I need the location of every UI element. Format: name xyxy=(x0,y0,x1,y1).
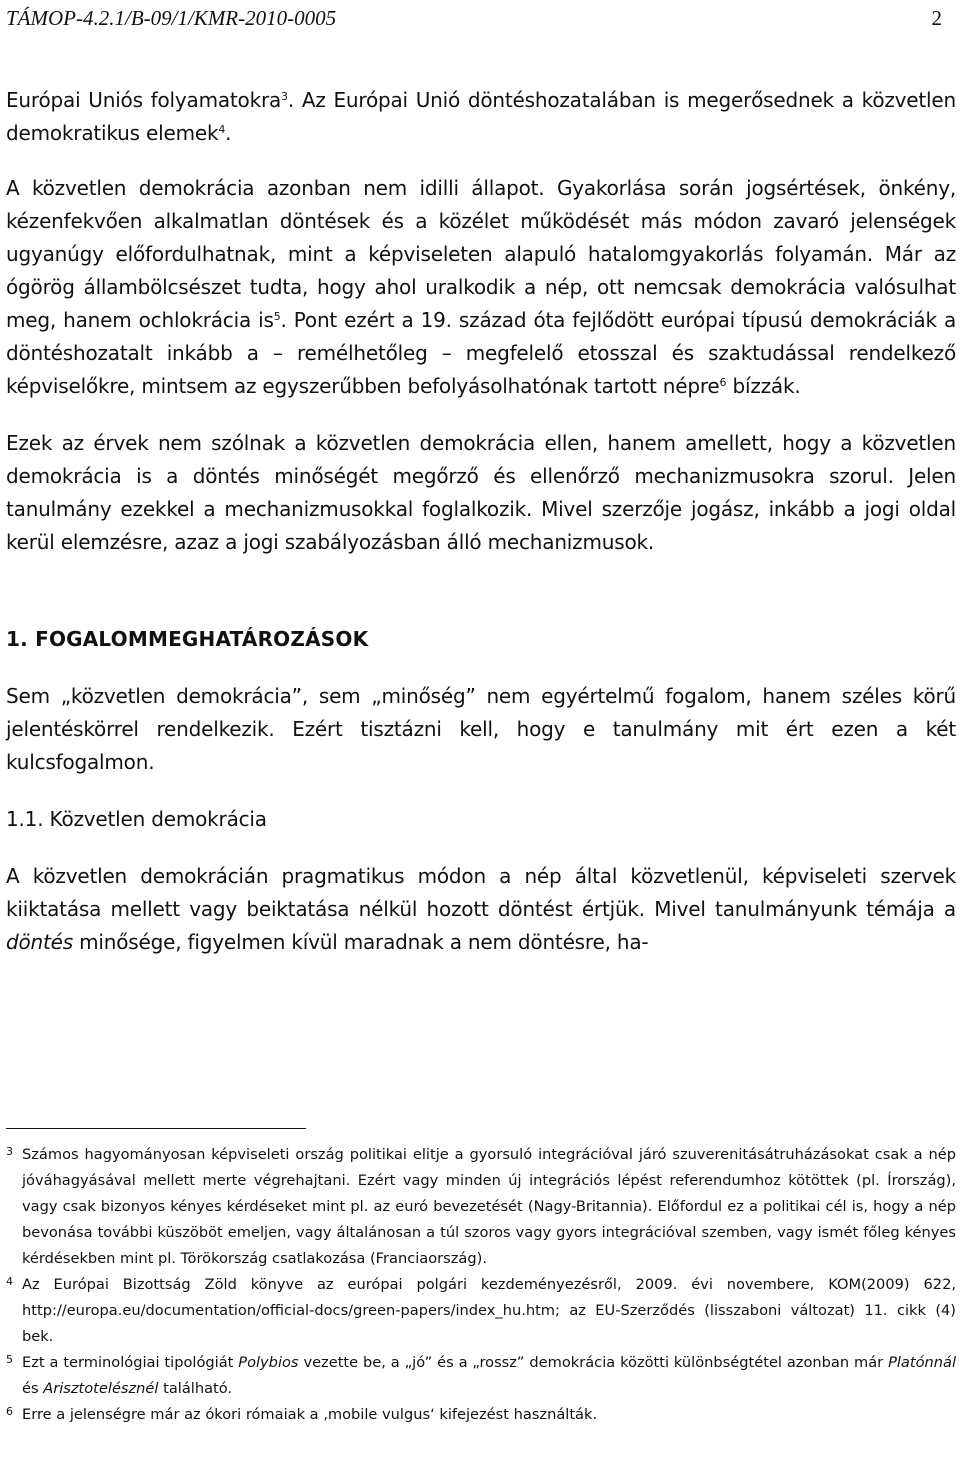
footnote-separator xyxy=(6,1128,306,1129)
emphasis-text: Arisztotelésznél xyxy=(43,1380,159,1397)
footnote-ref[interactable]: 3 xyxy=(281,90,288,103)
emphasis-text: Polybios xyxy=(238,1354,299,1371)
paragraph-direct-democracy-issues xyxy=(6,172,956,403)
body-text xyxy=(6,84,956,959)
footnote-4 xyxy=(6,1272,956,1350)
section-heading: 1. FOGALOMMEGHATÁROZÁSOK xyxy=(6,627,369,651)
subsection-heading: 1.1. Közvetlen demokrácia xyxy=(6,807,267,831)
footnote-text: és xyxy=(22,1380,44,1397)
paragraph-arguments: Ezek az érvek nem szólnak a közvetlen demokrácia ellen, hanem amellett, hogy a közvetlen demokrácia is a döntés minőségét megőrző és ellenőrző mechanizmusokra szorul. Jelen tanulmány ezekkel a mechanizmusokkal foglalkozik. Mivel szerzője jogász, inkább a jogi oldal kerül elemzésre, azaz a jogi szabályozásban álló mechanizmusok. xyxy=(6,431,956,554)
footnote-text: Ezt a terminológiai tipológiát xyxy=(22,1354,239,1371)
footnotes xyxy=(6,1142,956,1428)
text-segment: A közvetlen demokrácia azonban nem idilli állapot. Gyakorlása során jogsértések, önkény, kézenfekvően alkalmatlan döntések és a közélet működését más módon zavaró jelenségek ugyanúgy előfordulhatnak, mint a képviseleten alapuló hatalomgyakorlás folyamán. Már az ógörög állambölcsészet tudta, hogy ahol uralkodik a nép, ott nemcsak demokrácia valósulhat meg, hanem ochlokrácia is xyxy=(6,176,956,332)
paragraph-direct-democracy-definition xyxy=(6,860,956,959)
footnote-text: Erre a jelenségre már az ókori rómaiak a ‚mobile vulgus‘ kifejezést használták. xyxy=(22,1406,598,1423)
footnote-ref[interactable]: 6 xyxy=(719,376,727,389)
text-segment: . Pont ezért a 19. század óta fejlődött európai típusú demokráciák a döntéshozatalt inkább a – remélhetőleg – megfelelő etosszal és szaktudással rendelkező képviselőkre, mintsem az egyszerűbben befolyásolhatónak tartott népre xyxy=(6,308,957,398)
footnote-ref[interactable]: 4 xyxy=(218,123,226,136)
footnote-3 xyxy=(6,1142,956,1272)
footnote-text: található. xyxy=(158,1380,233,1397)
emphasis-text: döntés xyxy=(6,930,73,954)
text-segment: A közvetlen demokrácián pragmatikus módon a nép által közvetlenül, képviseleti szervek kiiktatása mellett vagy beiktatása nélkül hozott döntést értjük. Mivel tanulmányunk témája a xyxy=(6,864,956,921)
text-segment: . Az Európai Unió döntéshozatalában is megerősednek a közvetlen demokratikus elemek xyxy=(6,88,956,145)
emphasis-text: Platónnál xyxy=(888,1354,957,1371)
footnote-ref[interactable]: 5 xyxy=(273,310,281,323)
footnote-number: 5 xyxy=(6,1353,13,1366)
page-header xyxy=(6,6,942,34)
footnote-5 xyxy=(6,1350,956,1402)
footnote-6 xyxy=(6,1402,956,1428)
footnote-number: 3 xyxy=(6,1145,13,1158)
text-segment: minősége, figyelmen kívül maradnak a nem döntésre, ha- xyxy=(72,930,649,954)
footnote-text: vezette be, a „jó” és a „rossz” demokrácia közötti különbségtétel azonban már xyxy=(298,1354,889,1371)
paragraph-definitions-intro: Sem „közvetlen demokrácia”, sem „minőség” nem egyértelmű fogalom, hanem széles körű jelentéskörrel rendelkezik. Ezért tisztázni kell, hogy e tanulmány mit ért ezen a két kulcsfogalmon. xyxy=(6,684,956,774)
text-segment: . xyxy=(225,121,232,145)
footnote-number: 4 xyxy=(6,1275,13,1288)
footnote-text: Számos hagyományosan képviseleti ország politikai elitje a gyorsuló integrációval járó szuverenitásátruházásokat csak a nép jóváhagyásával mellett merte végrehajtani. Ezért vagy minden új integrációs lépést referendumhoz kötöttek (pl. Írország), vagy csak bizonyos kényes kérdéseket mint pl. az euró bevezetését (Nagy-Britannia). Előfordul ez a politikai cél is, hogy a nép bevonása további küszöböt emeljen, vagy általánosan a túl szoros vagy gyors integrációval szemben, vagy ismét főleg kényes kérdésekben mint pl. Törökország csatlakozása (Franciaország). xyxy=(22,1146,956,1267)
footnote-number: 6 xyxy=(6,1405,13,1418)
project-code: TÁMOP-4.2.1/B-09/1/KMR-2010-0005 xyxy=(6,6,337,30)
text-segment: bízzák. xyxy=(726,374,801,398)
text-segment: Európai Uniós folyamatokra xyxy=(6,88,282,112)
footnote-text: Az Európai Bizottság Zöld könyve az európai polgári kezdeményezésről, 2009. évi novembere, KOM(2009) 622, http://europa.eu/documentation/official-docs/green-papers/index_hu.htm; az EU-Szerződés (lisszaboni változat) 11. cikk (4) bek. xyxy=(22,1276,956,1345)
paragraph-eu-processes xyxy=(6,84,956,150)
page-number: 2 xyxy=(931,6,942,30)
